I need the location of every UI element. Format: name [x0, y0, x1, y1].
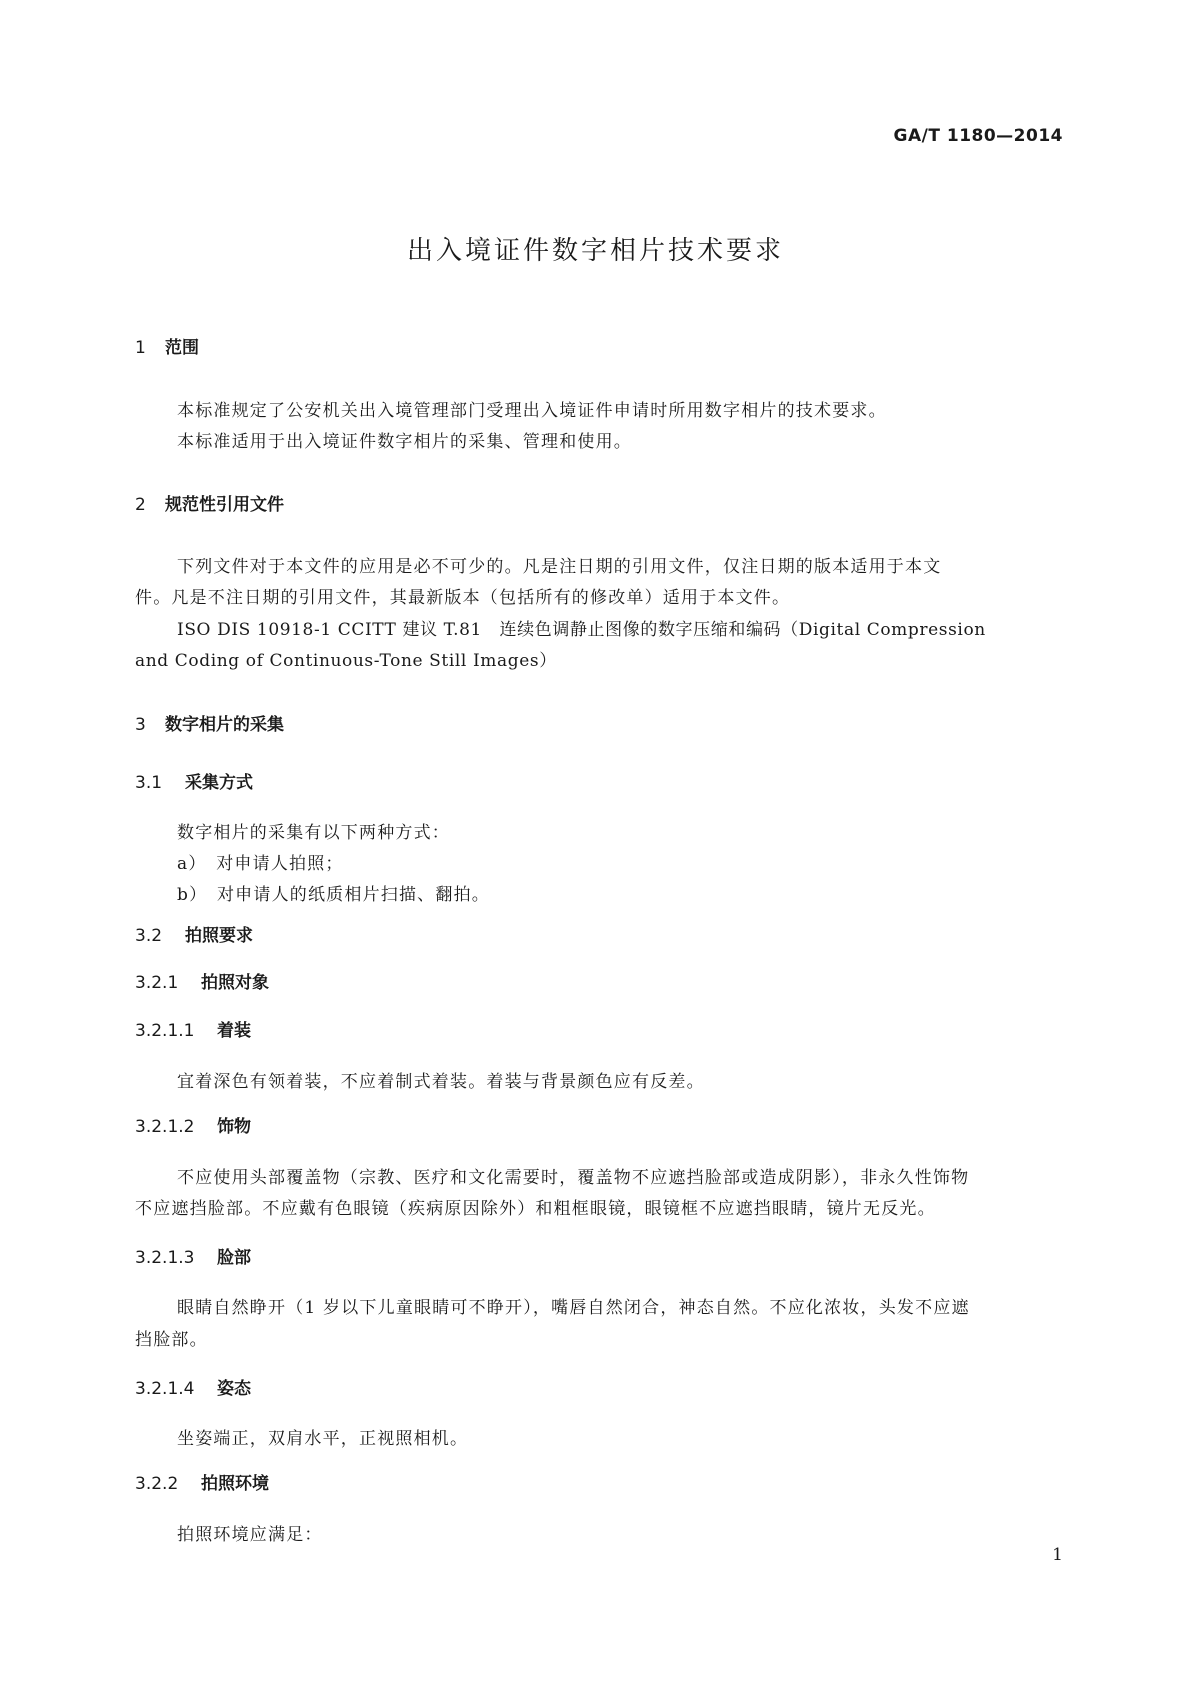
section-number: 3.2.1 — [135, 973, 179, 993]
page-number: 1 — [1052, 1545, 1063, 1565]
section-title: 着装 — [217, 1021, 251, 1041]
paragraph: 眼睛自然睁开（1 岁以下儿童眼睛可不睁开），嘴唇自然闭合，神态自然。不应化浓妆，头发不应遮 — [177, 1298, 970, 1318]
section-number: 3 — [135, 715, 146, 735]
paragraph: 本标准规定了公安机关出入境管理部门受理出入境证件申请时所用数字相片的技术要求。 — [177, 401, 887, 421]
section-number: 3.2 — [135, 926, 163, 946]
paragraph: 不应遮挡脸部。不应戴有色眼镜（疾病原因除外）和粗框眼镜，眼镜框不应遮挡眼睛，镜片无反光。 — [135, 1199, 936, 1219]
section-3-2-2-heading — [135, 1469, 269, 1494]
section-number: 3.1 — [135, 773, 163, 793]
section-number: 3.2.1.3 — [135, 1248, 195, 1268]
section-number: 3.2.1.1 — [135, 1021, 195, 1041]
reference-entry: ISO DIS 10918-1 CCITT 建议 T.81 连续色调静止图像的数字压缩和编码（Digital Compression — [177, 620, 986, 640]
paragraph: 不应使用头部覆盖物（宗教、医疗和文化需要时，覆盖物不应遮挡脸部或造成阴影），非永久性饰物 — [177, 1168, 970, 1188]
section-title: 饰物 — [217, 1117, 251, 1137]
section-number: 3.2.1.4 — [135, 1379, 195, 1399]
paragraph: 宜着深色有领着装，不应着制式着装。着装与背景颜色应有反差。 — [177, 1072, 705, 1092]
paragraph: 拍照环境应满足： — [177, 1525, 323, 1545]
section-title: 拍照环境 — [201, 1474, 269, 1494]
section-number: 2 — [135, 495, 146, 515]
section-title: 数字相片的采集 — [165, 715, 284, 735]
section-number: 3.2.1.2 — [135, 1117, 195, 1137]
section-3-2-1-4-heading — [135, 1374, 251, 1399]
section-3-heading — [135, 710, 284, 735]
section-title: 脸部 — [217, 1248, 251, 1268]
section-3-1-heading — [135, 768, 253, 793]
section-number: 1 — [135, 338, 146, 358]
section-3-2-1-2-heading — [135, 1112, 251, 1137]
document-title: 出入境证件数字相片技术要求 — [406, 236, 784, 266]
section-title: 拍照要求 — [185, 926, 253, 946]
list-item: a） 对申请人拍照； — [177, 854, 344, 874]
section-3-2-heading — [135, 921, 253, 946]
paragraph: 下列文件对于本文件的应用是必不可少的。凡是注日期的引用文件，仅注日期的版本适用于本文 — [177, 557, 942, 577]
section-title: 拍照对象 — [201, 973, 269, 993]
paragraph: 数字相片的采集有以下两种方式： — [177, 823, 450, 843]
section-title: 姿态 — [217, 1379, 251, 1399]
list-item: b） 对申请人的纸质相片扫描、翻拍。 — [177, 885, 490, 905]
paragraph: 挡脸部。 — [135, 1330, 208, 1350]
paragraph: 坐姿端正，双肩水平，正视照相机。 — [177, 1429, 469, 1449]
standard-number: GA/T 1180—2014 — [893, 126, 1063, 146]
paragraph: 本标准适用于出入境证件数字相片的采集、管理和使用。 — [177, 432, 632, 452]
section-3-2-1-1-heading — [135, 1016, 251, 1041]
reference-entry: and Coding of Continuous-Tone Still Images） — [135, 651, 557, 671]
section-title: 范围 — [165, 338, 199, 358]
section-title: 采集方式 — [185, 773, 253, 793]
section-3-2-1-heading — [135, 968, 269, 993]
section-3-2-1-3-heading — [135, 1243, 251, 1268]
section-title: 规范性引用文件 — [165, 495, 284, 515]
paragraph: 件。凡是不注日期的引用文件，其最新版本（包括所有的修改单）适用于本文件。 — [135, 588, 791, 608]
section-number: 3.2.2 — [135, 1474, 179, 1494]
section-1-heading — [135, 333, 199, 358]
section-2-heading — [135, 490, 284, 515]
